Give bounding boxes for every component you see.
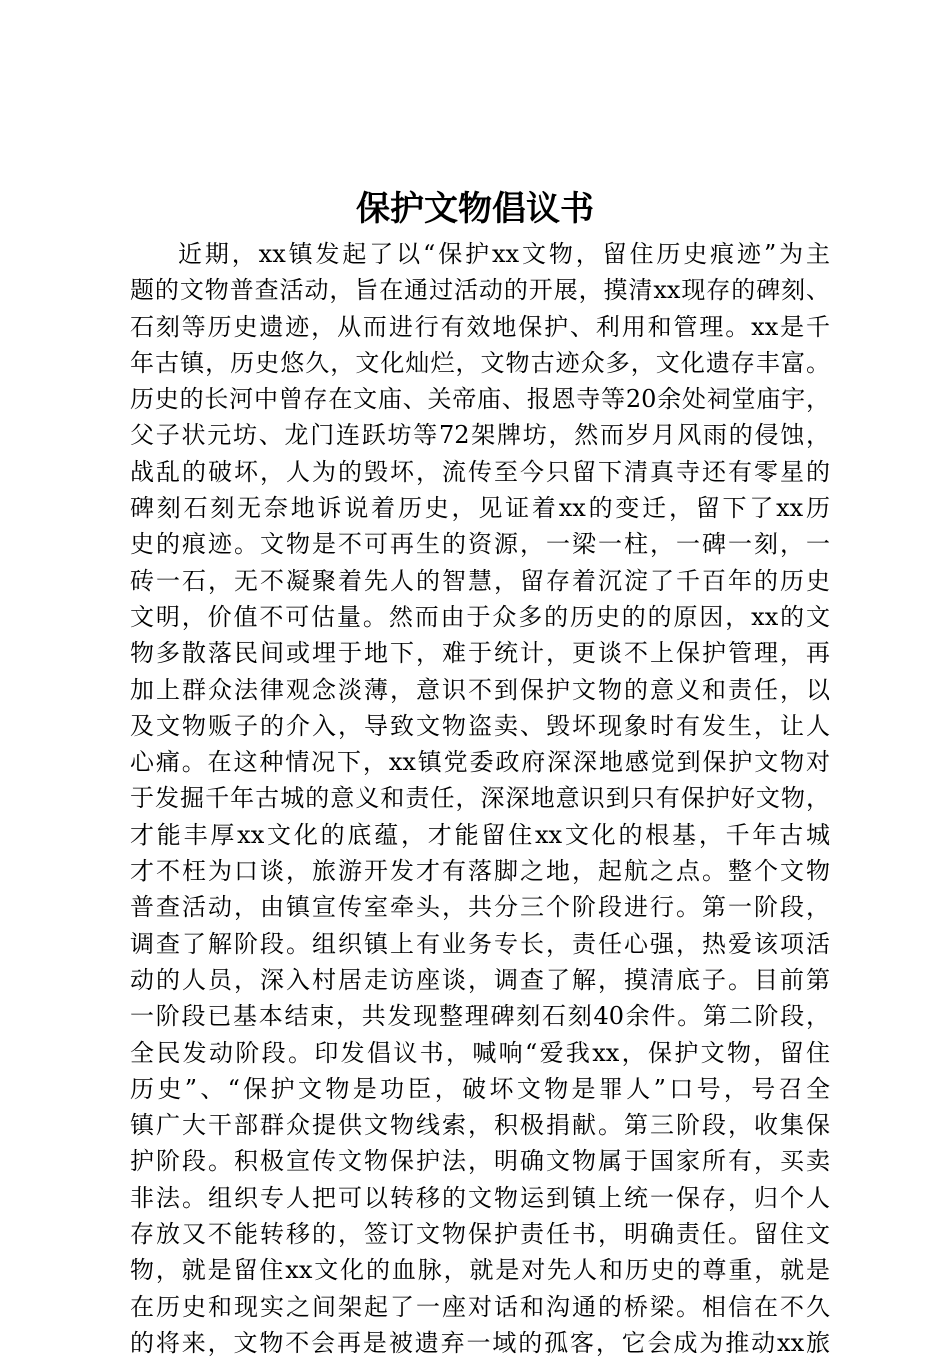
body-line: 物，就是留住xx文化的血脉，就是对先人和历史的尊重，就是 <box>130 1256 830 1285</box>
body-line: 战乱的破坏，人为的毁坏，流传至今只留下清真寺还有零星的 <box>130 457 830 486</box>
body-line: 题的文物普查活动，旨在通过活动的开展，摸清xx现存的碑刻、 <box>130 276 830 305</box>
body-line: 非法。组织专人把可以转移的文物运到镇上统一保存，归个人 <box>130 1183 830 1212</box>
body-line: 文明，价值不可估量。然而由于众多的历史的的原因，xx的文 <box>130 602 830 631</box>
body-line: 历史的长河中曾存在文庙、关帝庙、报恩寺等20余处祠堂庙宇， <box>130 385 830 414</box>
body-line: 才能丰厚xx文化的底蕴，才能留住xx文化的根基，千年古城 <box>130 820 830 849</box>
body-line: 史的痕迹。文物是不可再生的资源，一梁一柱，一碑一刻，一 <box>130 530 830 559</box>
body-line: 动的人员，深入村居走访座谈，调查了解，摸清底子。目前第 <box>130 965 830 994</box>
body-line: 才不枉为口谈，旅游开发才有落脚之地，起航之点。整个文物 <box>130 857 830 886</box>
body-line: 父子状元坊、龙门连跃坊等72架牌坊，然而岁月风雨的侵蚀， <box>130 421 830 450</box>
document-title: 保护文物倡议书 <box>356 189 594 229</box>
body-line: 物多散落民间或埋于地下，难于统计，更谈不上保护管理，再 <box>130 639 830 668</box>
body-line: 一阶段已基本结束，共发现整理碑刻石刻40余件。第二阶段， <box>130 1002 830 1031</box>
body-line: 砖一石，无不凝聚着先人的智慧，留存着沉淀了千百年的历史 <box>130 566 830 595</box>
body-line: 于发掘千年古城的意义和责任，深深地意识到只有保护好文物， <box>130 784 830 813</box>
body-line: 镇广大干部群众提供文物线索，积极捐献。第三阶段，收集保 <box>130 1111 830 1140</box>
document-body <box>130 236 830 1361</box>
body-line: 护阶段。积极宣传文物保护法，明确文物属于国家所有，买卖 <box>130 1147 830 1176</box>
body-line: 在历史和现实之间架起了一座对话和沟通的桥梁。相信在不久 <box>130 1292 830 1321</box>
body-line: 加上群众法律观念淡薄，意识不到保护文物的意义和责任，以 <box>130 675 830 704</box>
body-line: 调查了解阶段。组织镇上有业务专长，责任心强，热爱该项活 <box>130 929 830 958</box>
body-line: 存放又不能转移的，签订文物保护责任书，明确责任。留住文 <box>130 1220 830 1249</box>
body-line: 近期，xx镇发起了以“保护xx文物，留住历史痕迹”为主 <box>178 240 830 268</box>
body-line: 石刻等历史遗迹，从而进行有效地保护、利用和管理。xx是千 <box>130 312 830 341</box>
body-line: 碑刻石刻无奈地诉说着历史，见证着xx的变迁，留下了xx历 <box>130 494 830 523</box>
body-line: 历史”、“保护文物是功臣，破坏文物是罪人”口号，号召全 <box>130 1074 830 1103</box>
body-line: 及文物贩子的介入，导致文物盗卖、毁坏现象时有发生，让人 <box>130 711 830 740</box>
body-line: 全民发动阶段。印发倡议书，喊响“爱我xx，保护文物，留住 <box>130 1038 830 1067</box>
body-line: 年古镇，历史悠久，文化灿烂，文物古迹众多，文化遗存丰富。 <box>130 348 830 377</box>
body-line: 的将来，文物不会再是被遗弃一域的孤客，它会成为推动xx旅 <box>130 1328 830 1357</box>
body-line: 普查活动，由镇宣传室牵头，共分三个阶段进行。第一阶段， <box>130 893 830 922</box>
body-line: 心痛。在这种情况下，xx镇党委政府深深地感觉到保护文物对 <box>130 748 830 777</box>
